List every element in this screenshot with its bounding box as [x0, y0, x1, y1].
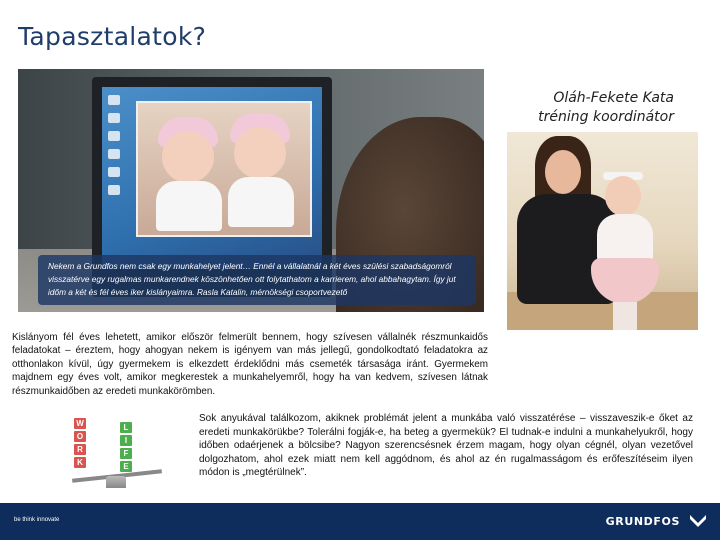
- testimonial-paragraph-1: Kislányom fél éves lehetett, amikor először felmerült bennem, hogy szívesen vállalnék részmunkaidős feladatokat – éreztem, hogy ahogyan nekem is igényem van más jellegű, gondolkodtató feladatokra az otthonlakon kívül, úgy gyermekem is elkezdett érdeklődni más csemeték társasága iránt. Gyermekem majdnem egy éves volt, amikor megkerestek a munkahelyemről, hogy ha van kedvem, szívesen látnak részmunkaidőben az eredeti munkakörömben.: [12, 332, 488, 397]
- person-role: tréning koordinátor: [538, 109, 674, 125]
- twins-photo: [136, 101, 312, 237]
- slide-title: Tapasztalatok?: [18, 22, 207, 51]
- brand-wordmark: GRUNDFOS: [605, 515, 680, 528]
- grundfos-logo-icon: [688, 511, 708, 531]
- testimonial-paragraph-2: Sok anyukával találkozom, akiknek problémát jelent a munkába való visszatérése – visszaveszik-e őket az eredeti munkakörükbe? Tolerálni fogják-e, ha beteg a gyermekük? El tudnak-e indulni a munkahelyukről, hogy időben odaérjenek a bölcsibe? Nagyon szerencsésnek érzem magam, hogy olyan cégnél, olyan vezetővel dolgozhatom, ahol ezek miatt nem kell aggódnom, és ahol az én rugalmasságom és erőfeszítéseim ilyen módon is „megtérülnek”.: [199, 413, 693, 479]
- mother-daughter-photo: [507, 132, 698, 330]
- office-photo: [18, 69, 484, 312]
- work-stack: W O R K: [74, 418, 88, 470]
- footer-slogan: be think innovate: [14, 517, 60, 523]
- scale-base: [106, 476, 126, 488]
- quote-caption: Nekem a Grundfos nem csak egy munkahelyet jelent… Ennél a vállalatnál a két éves szülési szabadságomról visszatérve egy rugalmas munkarendnek köszönhetően ott folytathatom a karrierem, ahol abbahagytam. Így jut időm a két és fél éves iker kislányaimra. Rasla Katalin, mérnökségi csoportvezető: [48, 261, 456, 297]
- life-stack: L I F E: [120, 422, 134, 474]
- work-life-balance-icon: [68, 418, 164, 490]
- person-name: Oláh-Fekete Kata: [553, 90, 674, 106]
- desktop-icons: [108, 95, 122, 203]
- person-name-block: [524, 89, 674, 127]
- monitor-screen: [102, 87, 322, 269]
- footer-bar: [0, 503, 720, 540]
- quote-box: [38, 255, 476, 305]
